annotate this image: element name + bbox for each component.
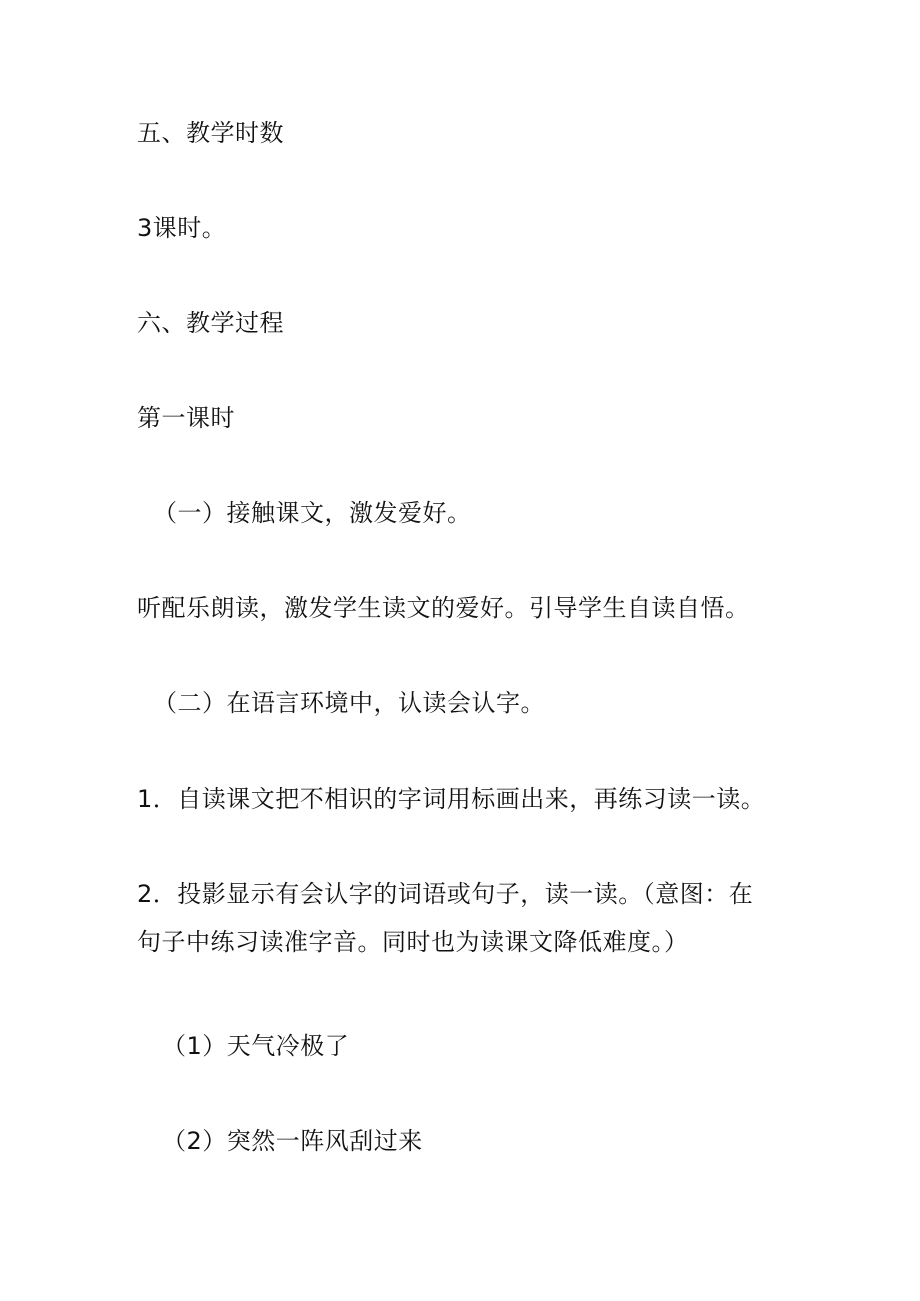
list-item-1: 1．自读课文把不相识的字词用标画出来，再练习读一读。 bbox=[137, 785, 766, 813]
list-item-2-line-2: 句子中练习读准字音。同时也为读课文降低难度。） bbox=[137, 928, 689, 956]
lesson-heading-first: 第一课时 bbox=[137, 404, 235, 432]
step-heading-2: （二）在语言环境中，认读会认字。 bbox=[153, 689, 545, 717]
section-heading-teaching-hours: 五、教学时数 bbox=[137, 119, 284, 147]
step-heading-1: （一）接触课文，激发爱好。 bbox=[153, 499, 472, 527]
paragraph-step-1: 听配乐朗读，激发学生读文的爱好。引导学生自读自悟。 bbox=[137, 594, 750, 622]
section-heading-teaching-process: 六、教学过程 bbox=[137, 309, 284, 337]
list-item-2-line-1: 2．投影显示有会认字的词语或句子，读一读。（意图：在 bbox=[137, 880, 754, 908]
example-sentence-2: （2）突然一阵风刮过来 bbox=[162, 1127, 423, 1155]
teaching-hours-value: 3课时。 bbox=[137, 214, 227, 242]
example-sentence-1: （1）天气冷极了 bbox=[162, 1032, 350, 1060]
